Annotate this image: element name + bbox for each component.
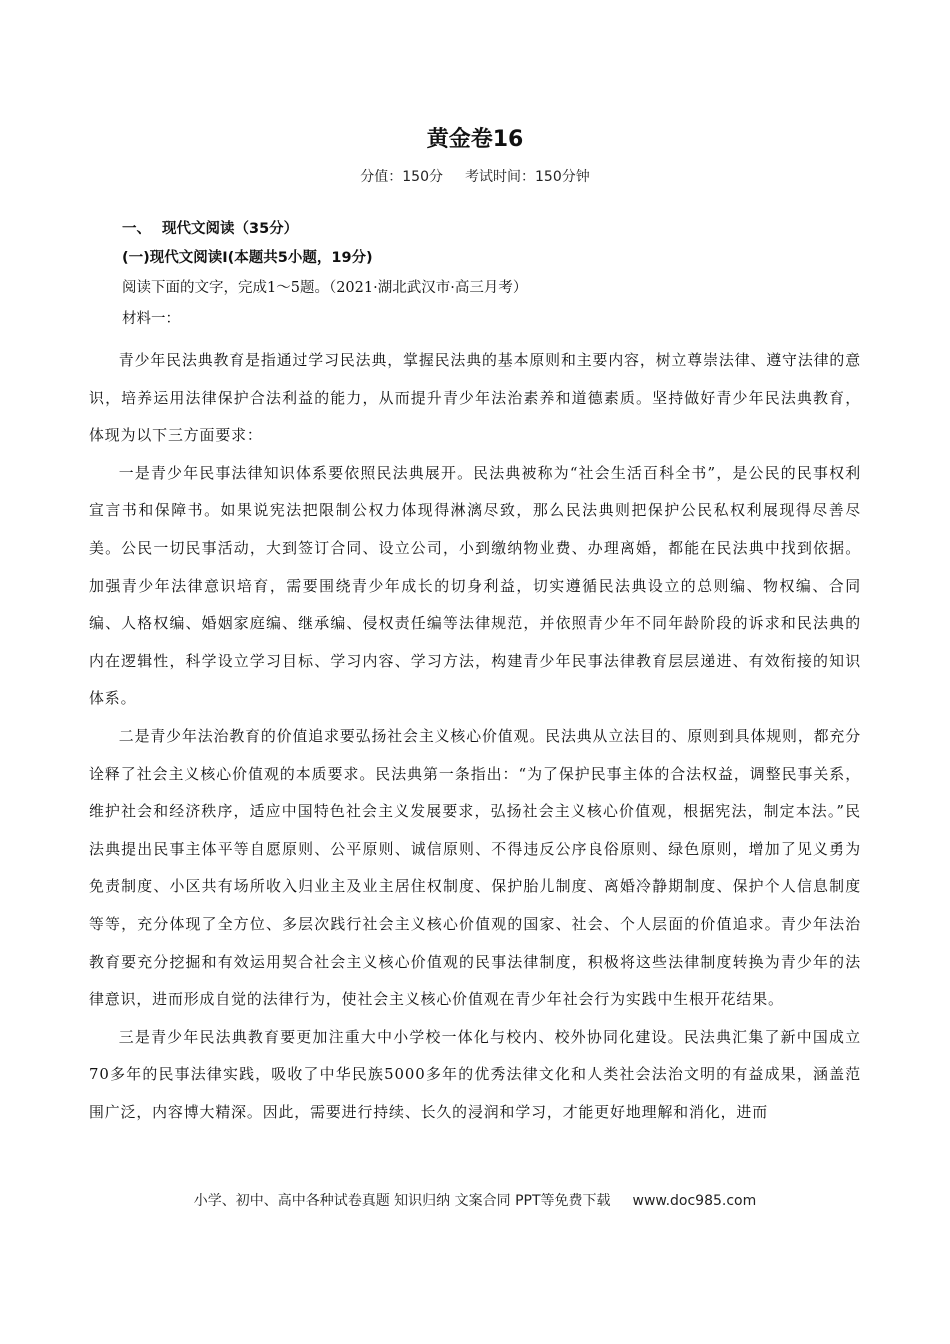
- section-number: 一、: [122, 221, 151, 237]
- page-footer: [0, 1190, 950, 1212]
- section-heading: [122, 217, 298, 241]
- footer-site-link[interactable]: www.doc985.com: [632, 1193, 757, 1209]
- footer-text: 小学、初中、高中各种试卷真题 知识归纳 文案合同 PPT等免费下载: [193, 1193, 611, 1209]
- reading-instruction: 阅读下面的文字，完成1～5题。（2021·湖北武汉市·高三月考）: [122, 280, 528, 296]
- paragraph: 一是青少年民事法律知识体系要依照民法典展开。民法典被称为“社会生活百科全书”，是公民的民事权利宣言书和保障书。如果说宪法把限制公权力体现得淋漓尽致，那么民法典则把保护公民私权利展现得尽善尽美。公民一切民事活动，大到签订合同、设立公司，小到缴纳物业费、办理离婚，都能在民法典中找到依据。加强青少年法律意识培育，需要围绕青少年成长的切身利益，切实遵循民法典设立的总则编、物权编、合同编、人格权编、婚姻家庭编、继承编、侵权责任编等法律规范，并依照青少年不同年龄阶段的诉求和民法典的内在逻辑性，科学设立学习目标、学习内容、学习方法，构建青少年民事法律教育层层递进、有效衔接的知识体系。: [89, 463, 861, 708]
- subsection-heading: (一)现代文阅读Ⅰ(本题共5小题，19分): [122, 250, 373, 266]
- paragraph: 二是青少年法治教育的价值追求要弘扬社会主义核心价值观。民法典从立法目的、原则到具体规则，都充分诠释了社会主义核心价值观的本质要求。民法典第一条指出：“为了保护民事主体的合法权益，调整民事关系，维护社会和经济秩序，适应中国特色社会主义发展要求，弘扬社会主义核心价值观，根据宪法，制定本法。”民法典提出民事主体平等自愿原则、公平原则、诚信原则、不得违反公序良俗原则、绿色原则，增加了见义勇为免责制度、小区共有场所收入归业主及业主居住权制度、保护胎儿制度、离婚冷静期制度、保护个人信息制度等等，充分体现了全方位、多层次践行社会主义核心价值观的国家、社会、个人层面的价值追求。青少年法治教育要充分挖掘和有效运用契合社会主义核心价值观的民事法律制度，积极将这些法律制度转换为青少年的法律意识，进而形成自觉的法律行为，使社会主义核心价值观在青少年社会行为实践中生根开花结果。: [89, 726, 861, 1009]
- material-label: 材料一：: [122, 311, 180, 327]
- exam-meta: [0, 166, 950, 188]
- time-label: 考试时间：150分钟: [465, 169, 590, 185]
- passage-body: [89, 342, 861, 1131]
- score-label: 分值：150分: [360, 169, 443, 185]
- section-title: 现代文阅读（35分）: [162, 221, 299, 237]
- paragraph: 三是青少年民法典教育要更加注重大中小学校一体化与校内、校外协同化建设。民法典汇集了新中国成立70多年的民事法律实践，吸收了中华民族5000多年的优秀法律文化和人类社会法治文明的有益成果，涵盖范围广泛，内容博大精深。因此，需要进行持续、长久的浸润和学习，才能更好地理解和消化，进而: [89, 1027, 861, 1121]
- document-title: 黄金卷16: [426, 127, 524, 152]
- paragraph: 青少年民法典教育是指通过学习民法典，掌握民法典的基本原则和主要内容，树立尊崇法律、遵守法律的意识，培养运用法律保护合法利益的能力，从而提升青少年法治素养和道德素质。坚持做好青少年民法典教育，体现为以下三方面要求：: [89, 351, 861, 445]
